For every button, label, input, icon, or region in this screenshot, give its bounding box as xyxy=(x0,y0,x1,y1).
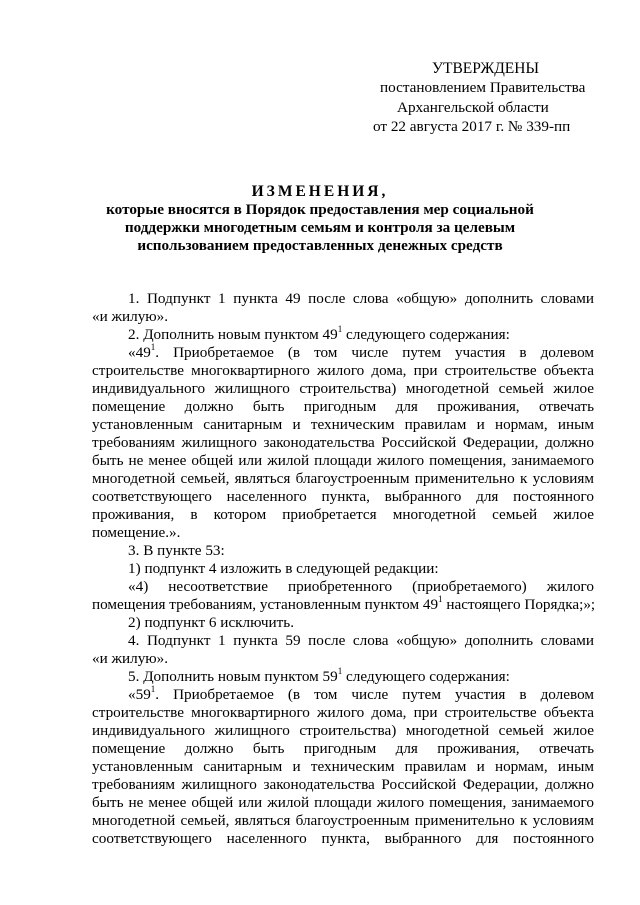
heading-line-3: использованием предоставленных денежных средств xyxy=(137,237,503,254)
body-line: помещение должно быть пригодным для проживания, отвечать xyxy=(92,740,594,757)
body-line: «$59^1$. Приобретаемое (в том числе путем участия в долевом xyxy=(128,683,594,703)
body-line: 2. Дополнить новым пунктом $49^1$ следующего содержания: xyxy=(128,323,510,343)
body-line: 1. Подпункт 1 пункта 49 после слова «общую» дополнить словами xyxy=(128,290,594,307)
body-line: 5. Дополнить новым пунктом $59^1$ следующего содержания: xyxy=(128,665,510,685)
body-line: установленным санитарным и техническим правилам и нормам, иным xyxy=(92,416,594,433)
body-line: быть не менее общей или жилой площади жилого помещения, занимаемого xyxy=(92,452,594,469)
heading-line-1: которые вносятся в Порядок предоставления мер социальной xyxy=(106,201,534,218)
body-line: требованиям жилищного законодательства Российской Федерации, должно xyxy=(92,434,594,451)
body-line: соответствующего населенного пункта, выбранного для постоянного xyxy=(92,830,594,847)
body-line: «4) несоответствие приобретенного (приобретаемого) жилого xyxy=(128,578,594,595)
heading-line-2: поддержки многодетным семьям и контроля за целевым xyxy=(124,219,516,236)
approval-line-3: от 22 августа 2017 г. № 339-пп xyxy=(373,118,571,135)
approval-line-2: Архангельской области xyxy=(397,99,549,116)
body-line: соответствующего населенного пункта, выбранного для постоянного xyxy=(92,488,594,505)
body-line: проживания, в котором приобретается многодетной семьей жилое xyxy=(92,506,594,523)
body-line: помещение должно быть пригодным для проживания, отвечать xyxy=(92,398,594,415)
body-line: помещение.». xyxy=(92,524,181,541)
body-line: 1) подпункт 4 изложить в следующей редакции: xyxy=(128,560,439,577)
body-line: 3. В пункте 53: xyxy=(128,542,225,559)
body-line: 2) подпункт 6 исключить. xyxy=(128,614,295,631)
body-line: многодетной семьей, являться благоустроенным применительно к условиям xyxy=(92,812,594,829)
body-line: строительстве многоквартирного жилого дома, при строительстве объекта xyxy=(92,704,594,721)
body-line: индивидуального жилищного строительства) многодетной семьей жилое xyxy=(92,380,594,397)
body-line: требованиям жилищного законодательства Российской Федерации, должно xyxy=(92,776,594,793)
body-line: многодетной семьей, являться благоустроенным применительно к условиям xyxy=(92,470,594,487)
approval-title: УТВЕРЖДЕНЫ xyxy=(432,60,539,77)
approval-line-1: постановлением Правительства xyxy=(380,79,586,96)
body-line: помещения требованиям, установленным пунктом $49^1$ настоящего Порядка;»; xyxy=(92,593,596,613)
body-line: 4. Подпункт 1 пункта 59 после слова «общую» дополнить словами xyxy=(128,632,594,649)
body-line: индивидуального жилищного строительства) многодетной семьей жилое xyxy=(92,722,594,739)
body-line: «и жилую». xyxy=(92,650,169,667)
heading-title: ИЗМЕНЕНИЯ, xyxy=(251,183,389,200)
body-line: строительстве многоквартирного жилого дома, при строительстве объекта xyxy=(92,362,594,379)
body-line: «$49^1$. Приобретаемое (в том числе путем участия в долевом xyxy=(128,341,594,361)
body-line: установленным санитарным и техническим правилам и нормам, иным xyxy=(92,758,594,775)
body-line: быть не менее общей или жилой площади жилого помещения, занимаемого xyxy=(92,794,594,811)
body-line: «и жилую». xyxy=(92,308,169,325)
